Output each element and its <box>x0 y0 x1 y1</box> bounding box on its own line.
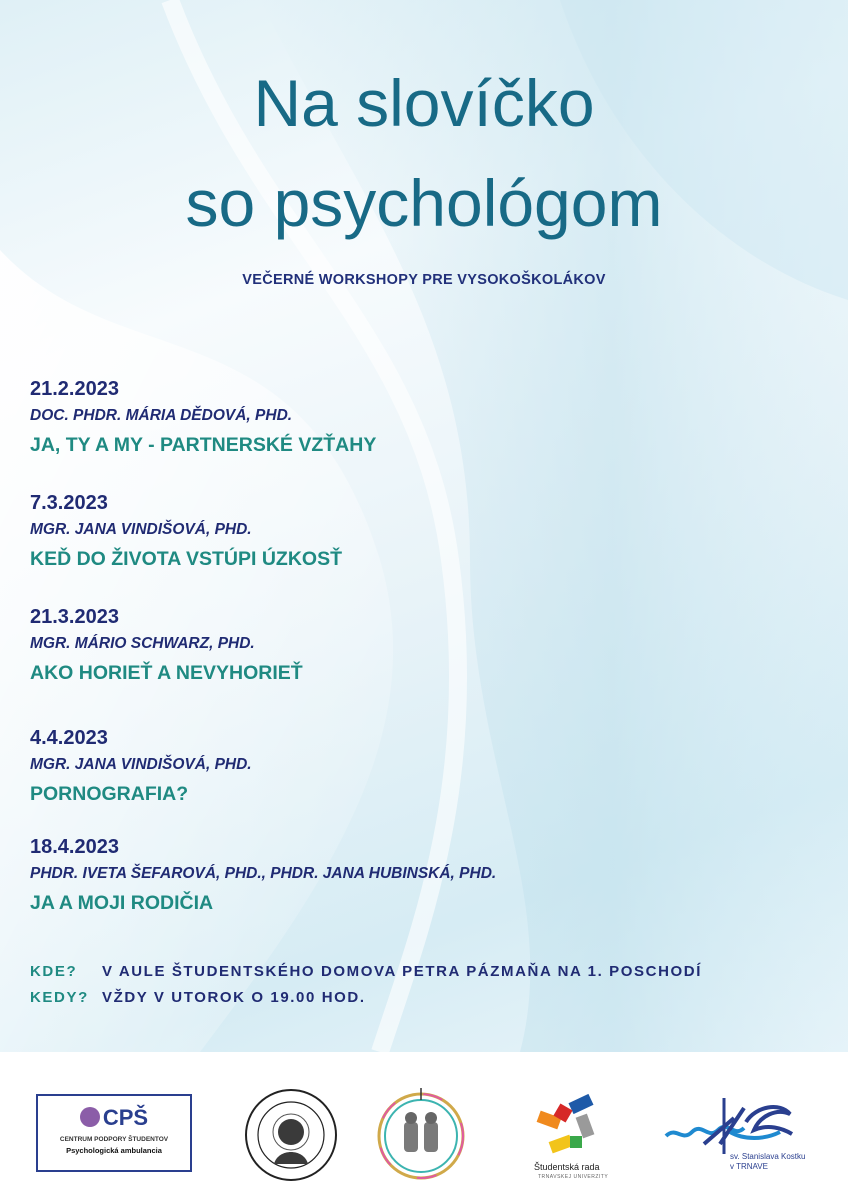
cps-leaf-icon <box>80 1107 100 1127</box>
cps-logo <box>36 1094 192 1172</box>
faculty-seal-logo <box>374 1084 468 1184</box>
when-value: VŽDY V UTOROK O 19.00 HOD. <box>102 989 366 1006</box>
event-topic: JA A MOJI RODIČIA <box>30 892 214 914</box>
event-topic: AKO HORIEŤ A NEVYHORIEŤ <box>30 662 303 684</box>
event-1 <box>30 376 376 458</box>
event-topic: KEĎ DO ŽIVOTA VSTÚPI ÚZKOSŤ <box>30 548 343 570</box>
kostka-line-1: sv. Stanislava Kostku <box>730 1152 806 1161</box>
event-speaker: DOC. PHDR. MÁRIA DĚDOVÁ, PHD. <box>30 407 293 424</box>
student-council-line-1: Študentská rada <box>534 1162 600 1172</box>
university-seal-logo <box>244 1088 338 1182</box>
kostka-wave-icon <box>664 1088 804 1154</box>
event-date: 18.4.2023 <box>30 836 119 858</box>
cps-line-1: CENTRUM PODPORY ŠTUDENTOV <box>59 1136 169 1143</box>
student-council-icon <box>530 1092 610 1162</box>
when-label: KEDY? <box>30 989 89 1006</box>
where-row <box>30 960 702 984</box>
event-5 <box>30 834 496 916</box>
where-value: V AULE ŠTUDENTSKÉHO DOMOVA PETRA PÁZMAŇA NA 1. POSCHODÍ <box>102 963 702 980</box>
when-row <box>30 986 366 1010</box>
event-topic: JA, TY A MY - PARTNERSKÉ VZŤAHY <box>30 434 377 456</box>
title-line-1: Na slovíčko <box>253 66 595 140</box>
cps-mark: CPŠ <box>102 1105 149 1130</box>
cps-line-2: Psychologická ambulancia <box>66 1146 162 1155</box>
event-speaker: MGR. MÁRIO SCHWARZ, PHD. <box>30 635 255 652</box>
kostka-line-2: v TRNAVE <box>730 1162 768 1171</box>
event-date: 4.4.2023 <box>30 727 108 749</box>
logo-strip <box>0 1052 848 1200</box>
event-speaker: MGR. JANA VINDIŠOVÁ, PHD. <box>30 521 252 538</box>
event-3 <box>30 604 303 686</box>
event-date: 21.2.2023 <box>30 378 119 400</box>
title-line-2: so psychológom <box>185 166 663 240</box>
event-speaker: PHDR. IVETA ŠEFAROVÁ, PHD., PHDR. JANA HUBINSKÁ, PHD. <box>30 865 497 882</box>
kostka-logo <box>664 1088 804 1188</box>
subtitle: VEČERNÉ WORKSHOPY PRE VYSOKOŠKOLÁKOV <box>242 272 606 288</box>
event-date: 21.3.2023 <box>30 606 119 628</box>
where-label: KDE? <box>30 963 78 980</box>
event-date: 7.3.2023 <box>30 492 108 514</box>
student-council-line-2: TRNAVSKEJ UNIVERZITY <box>538 1174 609 1180</box>
event-speaker: MGR. JANA VINDIŠOVÁ, PHD. <box>30 756 252 773</box>
event-4 <box>30 725 252 807</box>
event-topic: PORNOGRAFIA? <box>30 783 189 805</box>
student-council-logo <box>530 1092 610 1188</box>
event-2 <box>30 490 342 572</box>
